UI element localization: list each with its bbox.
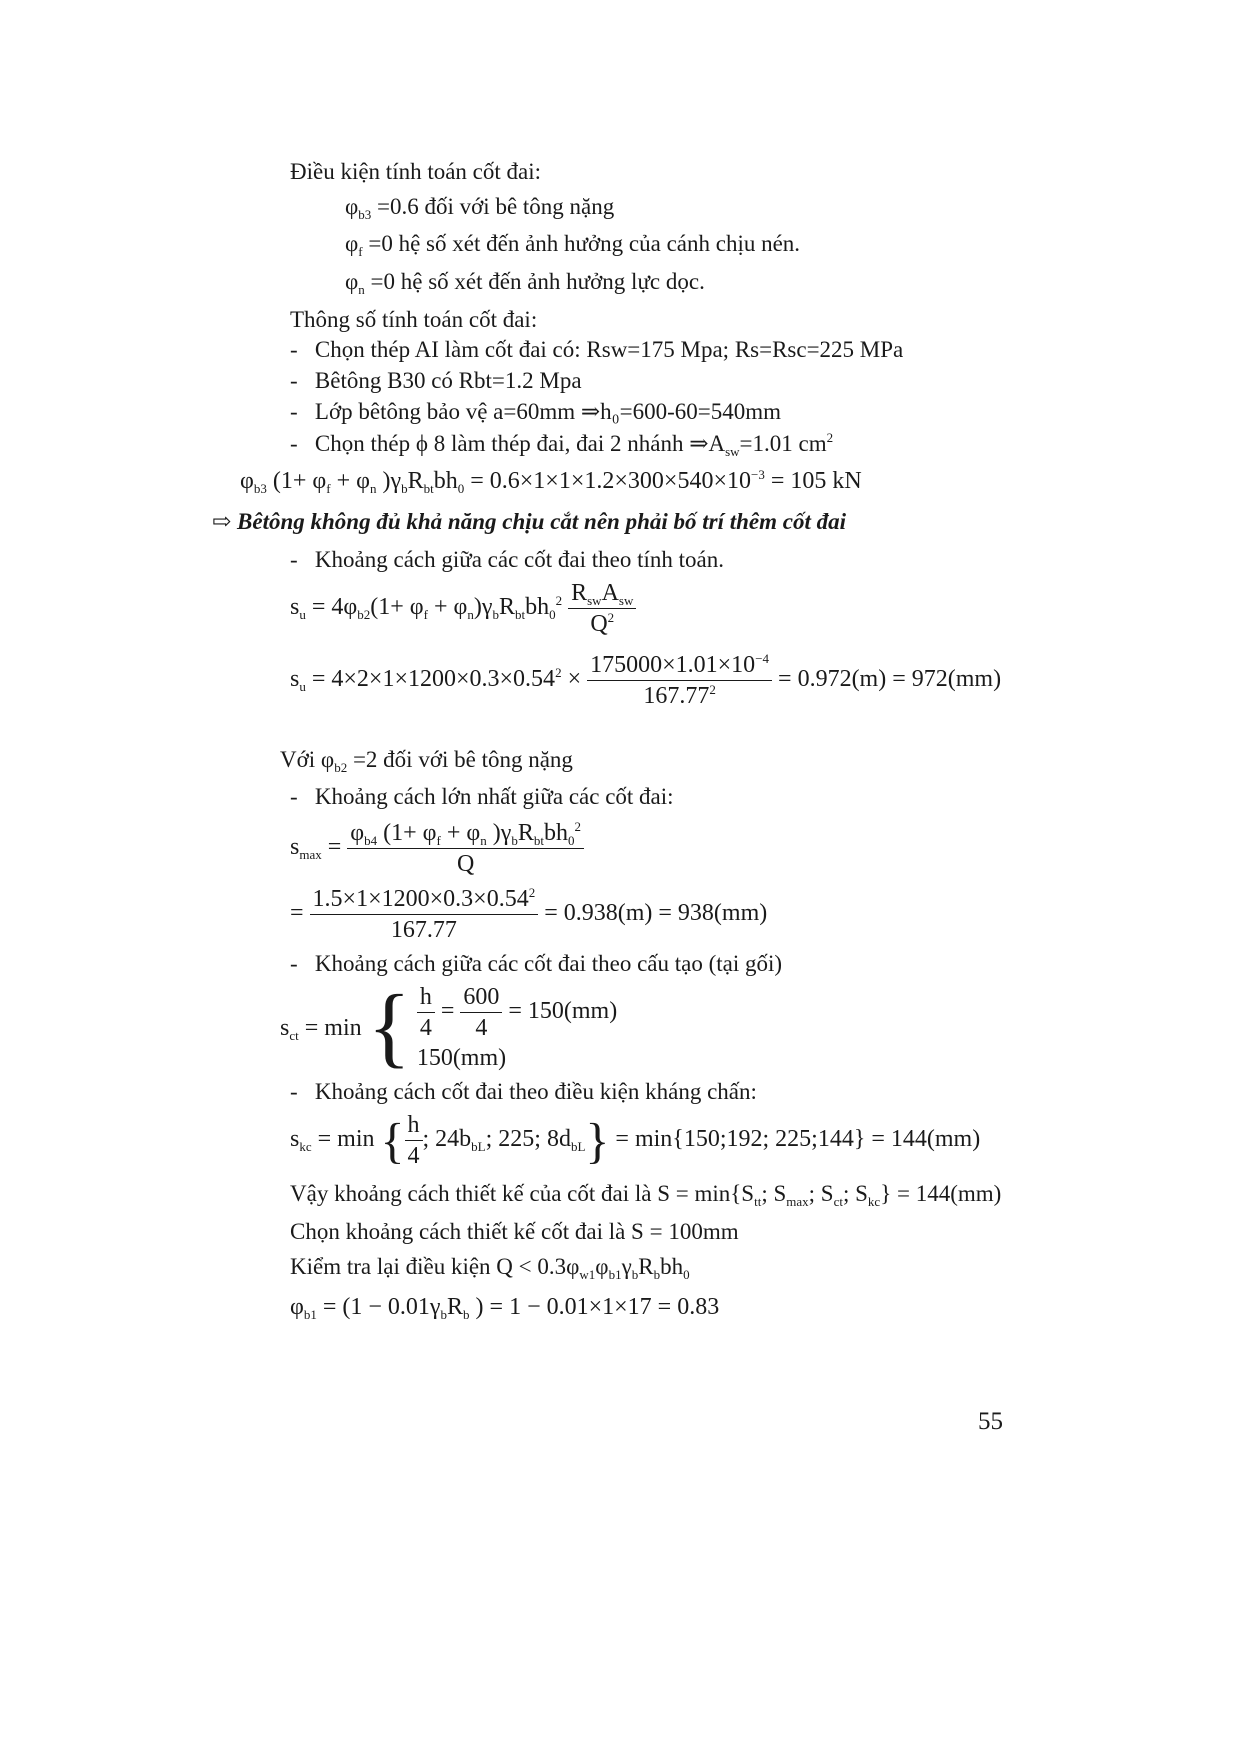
equation-skc: $s_{kc} = \min$ { $\frac{h}{4}$ ; $24b_{bL}$; 225; $8d_{bL}$} = min{150;192; 225;144} = 144(mm) xyxy=(290,1112,981,1169)
heading-stirrup-conditions: Điều kiện tính toán cốt đai: xyxy=(290,159,542,184)
chosen-spacing-line: Chọn khoảng cách thiết kế cốt đai là S = 100mm xyxy=(290,1219,739,1244)
phi-b3-line: $\varphi_{b3} =0.6$ đối với bê tông nặng xyxy=(345,194,615,222)
seismic-spacing-heading: - Khoảng cách cốt đai theo điều kiện kháng chấn: xyxy=(290,1079,757,1104)
phi-f-line: $\varphi_f =0$ hệ số xét đến ảnh hưởng của cánh chịu nén. xyxy=(345,231,801,259)
equation-smax-formula: $s_{max}$ = $\frac{\varphi_{b4} (1+ \varphi_f + \varphi_n )\gamma_bR_{bt}bh_0^2}{Q}$ xyxy=(290,818,584,879)
phi-n-line: $\varphi_n =0$ hệ số xét đến ảnh hưởng lực dọc. xyxy=(345,269,705,297)
param-concrete: - Bêtông B30 có Rbt=1.2 Mpa xyxy=(290,368,582,393)
equation-shear-capacity: $\varphi_{b3}$ ($1+ \varphi_f + \varphi_n$ )$\gamma_bR_{bt}bh_0 = 0.6\times 1\times 1\times 1.2\times 300\times 540\times 10^{-3} = 105$ kN xyxy=(240,467,862,496)
construction-spacing-heading: - Khoảng cách giữa các cốt đai theo cấu tạo (tại gối) xyxy=(290,951,783,976)
heading-stirrup-params: Thông số tính toán cốt đai: xyxy=(290,307,538,332)
equation-smax-value: = $\frac{1.5\times 1\times 1200\times 0.3\times 0.54^2}{167.77}$ = 0.938(m) = 938(mm) xyxy=(290,885,768,943)
equation-su-value: $s_u = 4\times 2\times 1\times 1200\times 0.3\times 0.54^2$ × $\frac{175000\times 1.01\times 10^{-4}}{167.77^2}$ = 0.972(m) = 972(mm) xyxy=(290,651,1002,709)
param-cover: - Lớp bêtông bảo vệ a=60mm ⇒h₀=600-60=540mm xyxy=(290,399,782,424)
equation-phi-b1: $\varphi_{b1} = (1 - 0.01\gamma_bR_b$ ) = 1 − 0.01×1×17 = 0.83 xyxy=(290,1294,720,1322)
conclusion-add-stirrups: ⇨ Bêtông không đủ khả năng chịu cắt nên phải bố trí thêm cốt đai xyxy=(212,509,847,534)
spacing-calc-heading: - Khoảng cách giữa các cốt đai theo tính toán. xyxy=(290,547,724,572)
page-number: 55 xyxy=(978,1408,1003,1435)
equation-su-formula: $s_u = 4\varphi_{b2}(1+ \varphi_f + \varphi_n)\gamma_bR_{bt}bh_0^2$ $\frac{R_{sw}A_{sw}}{Q^2}$ xyxy=(290,578,636,639)
equation-sct: $s_{ct} = \min$ { $\frac{h}{4}$ = $\frac{600}{4}$ = 150(mm) 150(mm) xyxy=(280,977,618,1077)
check-condition-line: Kiểm tra lại điều kiện $Q < 0.3\varphi_{w1}\varphi_{b1}\gamma_bR_bbh_0$ xyxy=(290,1254,690,1282)
design-spacing-line: Vậy khoảng cách thiết kế của cốt đai là $S = \min\{S_{tt}$; $S_{max}$; $S_{ct}$; $S_{kc}\} = 144(mm)$ xyxy=(290,1181,1002,1209)
param-stirrup-bar: - Chọn thép ϕ 8 làm thép đai, đai 2 nhánh $\Rightarrow A_{sw}=1.01$ $cm^2$ xyxy=(290,430,834,459)
param-steel: - Chọn thép AI làm cốt đai có: Rsw=175 Mpa; Rs=Rsc=225 MPa xyxy=(290,337,904,362)
phi-b2-note: Với $\varphi_{b2} =2$ đối với bê tông nặng xyxy=(280,747,573,775)
max-spacing-heading: - Khoảng cách lớn nhất giữa các cốt đai: xyxy=(290,784,674,809)
